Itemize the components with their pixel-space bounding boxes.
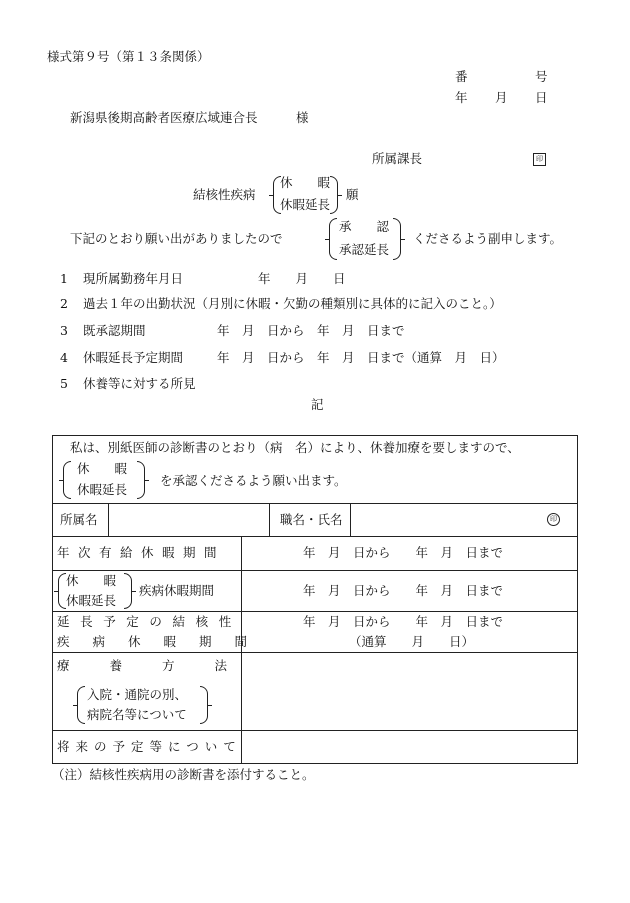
row-treatment-note-2: 病院名等について [87,707,187,722]
ki-label: 記 [311,397,324,412]
item-3-detail: 年 月 日から 年 月 日まで [217,323,405,338]
item-4-detail: 年 月 日から 年 月 日まで（通算 月 日） [217,350,505,365]
form-number: 様式第９号（第１３条関係） [47,49,210,64]
item-5-label: 休養等に対する所見 [83,376,196,391]
table-rule [52,652,578,653]
statement-option-extension: 休暇延長 [77,482,128,497]
table-col-rule [108,503,109,536]
item-1-detail: 年 月 日 [258,271,346,286]
request-prefix: 下記のとおり願い出がありましたので [70,231,283,246]
statement-brace-right [137,461,145,499]
doc-number-suffix: 号 [535,69,548,84]
row-sick-brace-left [58,573,66,609]
request-brace-right [393,218,401,260]
row-sick-period: 年 月 日から 年 月 日まで [303,583,504,598]
item-4-num: 4 [60,350,68,365]
row-future-label: 将来の予定等について [57,739,242,754]
item-5-num: 5 [60,376,68,391]
doc-number-label: 番 [455,69,468,84]
request-brace-left [329,218,337,260]
statement-brace-left [63,461,71,499]
table-statement: 私は、別紙医師の診断書のとおり（病 名）により、休養加療を要しますので、 [70,440,520,455]
request-suffix: くださるよう副申します。 [413,231,563,246]
table-col-rule [241,536,242,764]
row-extension-label-2: 疾病休暇期間 [57,634,271,649]
date-year: 年 [455,90,468,105]
applicant-seal: 印 [547,513,560,526]
table-rule [52,503,578,504]
title-brace-right [330,176,338,214]
request-option-extend: 承認延長 [339,242,390,257]
row-annual-leave-label [57,547,234,560]
position-name-label: 職名・氏名 [280,512,343,527]
date-day: 日 [535,90,548,105]
item-2-label: 過去１年の出勤状況（月別に休暇・欠勤の種類別に具体的に記入のこと。） [83,296,502,311]
item-2-num: 2 [60,296,68,311]
title-option-leave: 休 暇 [280,175,331,190]
statement-suffix: を承認くださるよう願い出ます。 [160,473,347,488]
row-annual-leave-text: 年次有給休暇期間 [57,545,226,560]
item-1-num: 1 [60,271,68,286]
row-annual-leave-period: 年 月 日から 年 月 日まで [303,545,504,560]
row-treatment-brace-right [200,686,208,724]
item-4-label: 休暇延長予定期間 [83,350,184,365]
date-month: 月 [495,90,508,105]
row-sick-label: 疾病休暇期間 [139,583,215,598]
table-rule [52,611,578,612]
row-sick-brace-right [124,573,132,609]
dept-head-seal: 印 [533,153,546,166]
request-option-approve: 承 認 [339,219,390,234]
row-extension-period: 年 月 日から 年 月 日まで [303,614,504,629]
addressee: 新潟県後期高齢者医療広域連合長 [70,110,258,125]
row-treatment-brace-left [77,686,85,724]
row-extension-total: （通算 月 日） [349,634,475,649]
row-sick-opt-leave: 休 暇 [66,573,117,588]
title-suffix: 願 [346,187,359,202]
table-rule [52,536,578,537]
title-option-extension: 休暇延長 [280,197,331,212]
table-rule [52,570,578,571]
footnote: （注）結核性疾病用の診断書を添付すること。 [52,767,315,782]
row-sick-opt-extension: 休暇延長 [66,593,117,608]
item-3-label: 既承認期間 [83,323,146,338]
table-col-rule [350,503,351,536]
row-treatment-note-1: 入院・通院の別、 [87,687,188,702]
row-extension-label-1: 延長予定の結核性 [57,614,242,629]
dept-head-label: 所属課長 [372,151,423,166]
item-1-label: 現所属勤務年月日 [83,271,184,286]
table-col-rule [269,503,270,536]
office-label: 所属名 [60,512,98,527]
row-treatment-label: 療養方法 [57,658,268,673]
addressee-honorific: 様 [296,110,309,125]
item-3-num: 3 [60,323,68,338]
statement-option-leave: 休 暇 [77,461,128,476]
title-prefix: 結核性疾病 [193,187,256,202]
table-rule [52,730,578,731]
